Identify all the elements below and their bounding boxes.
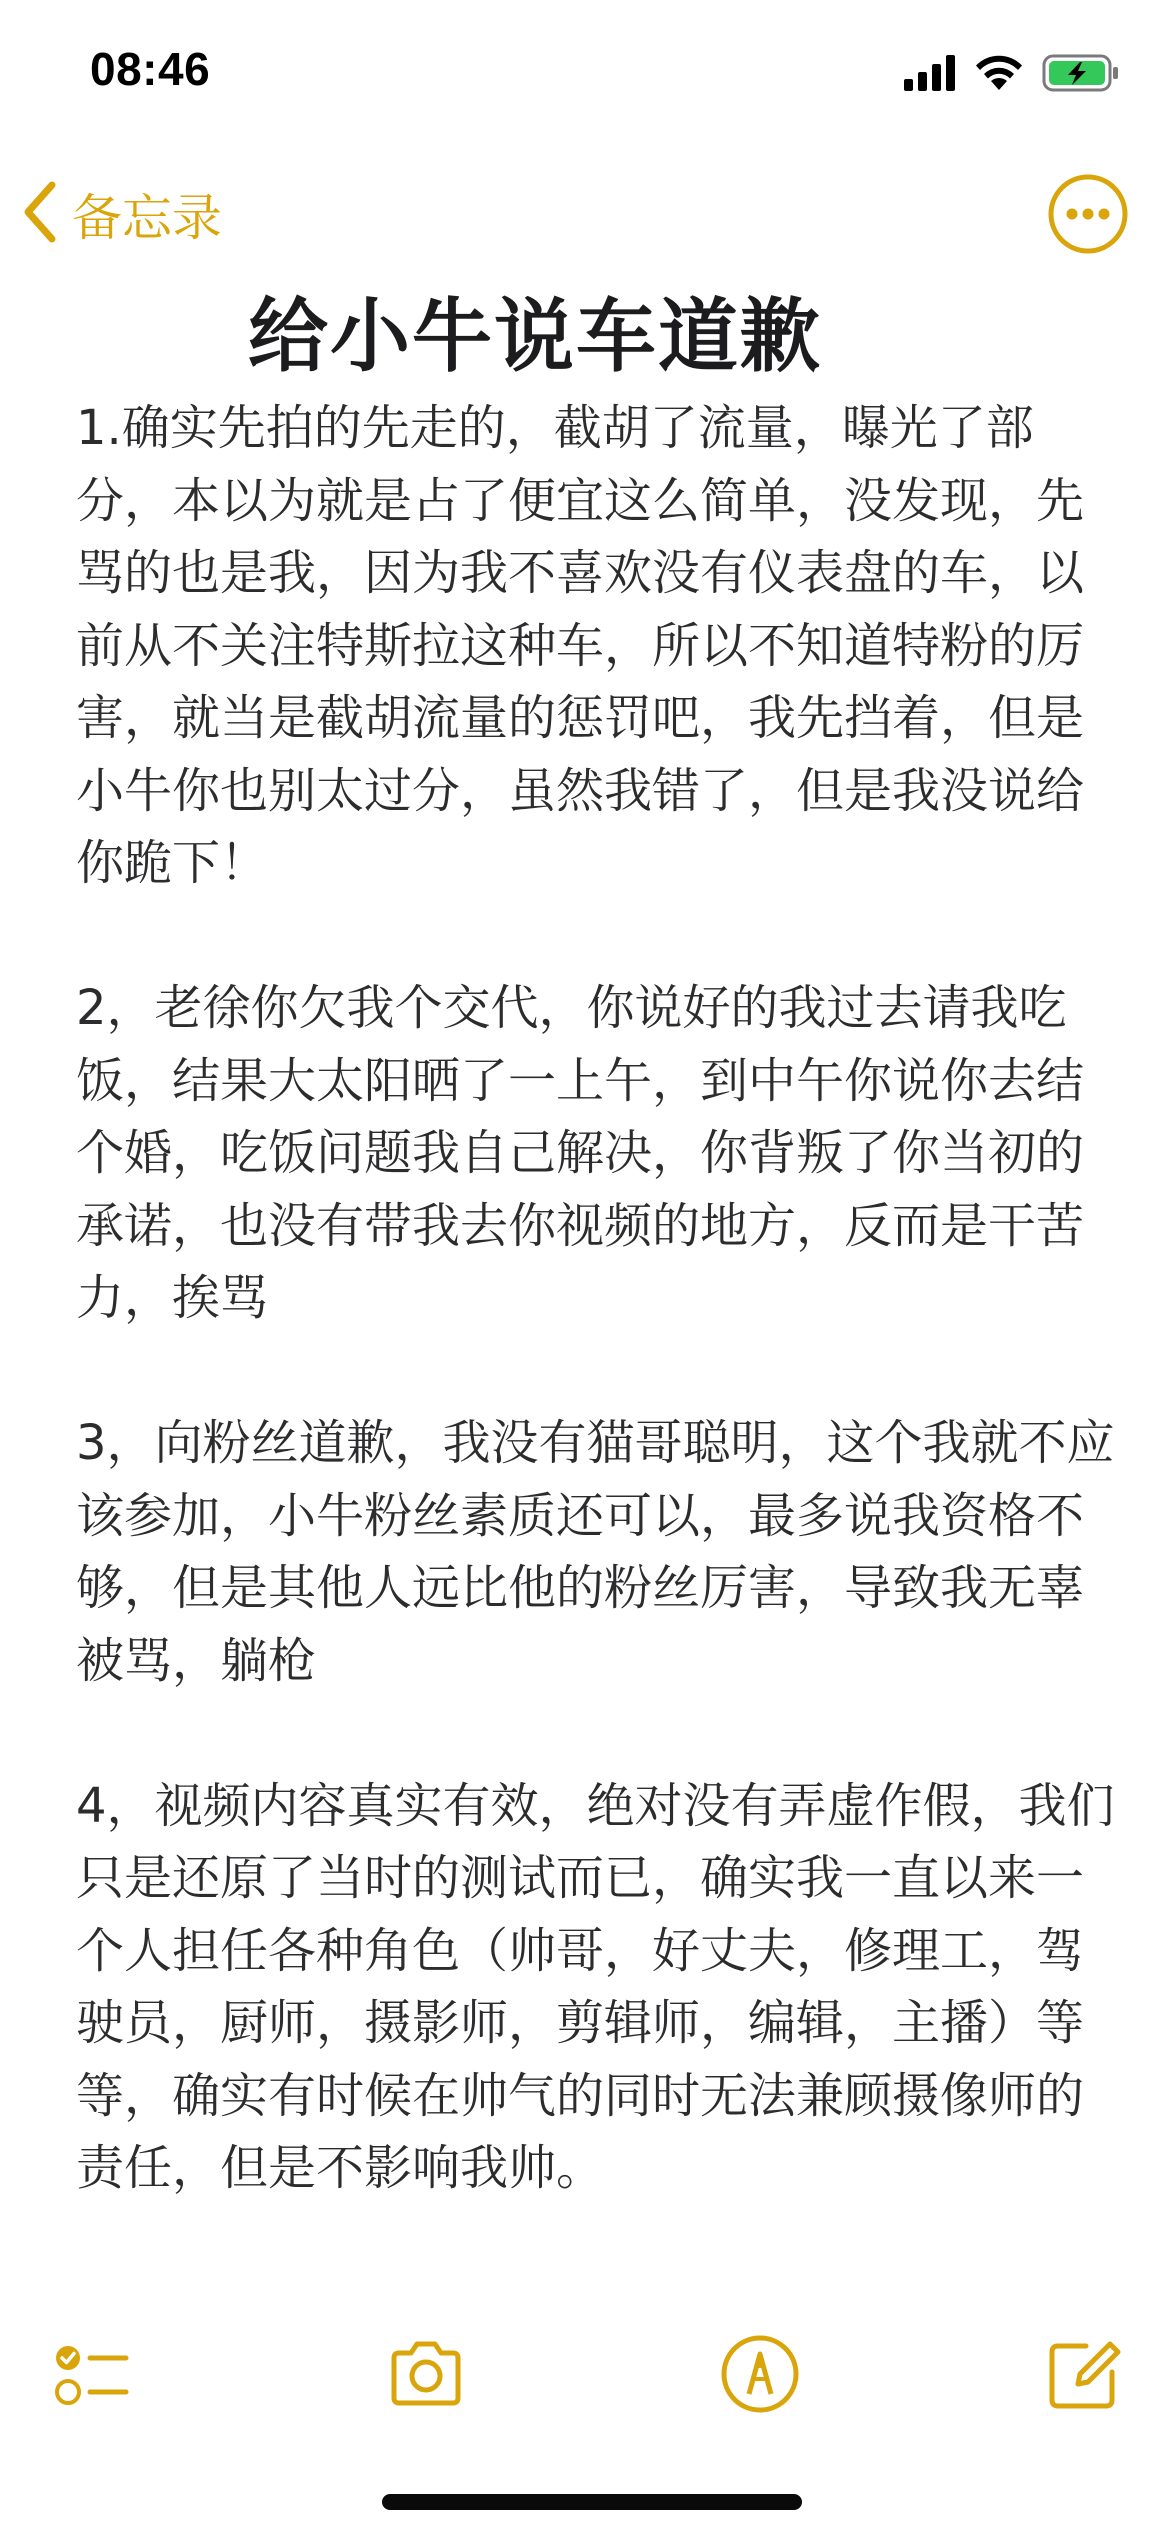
checklist-button[interactable] bbox=[50, 2332, 134, 2416]
back-label: 备忘录 bbox=[72, 189, 222, 247]
bottom-toolbar bbox=[0, 2320, 1170, 2430]
nav-bar bbox=[0, 160, 1170, 270]
compose-button[interactable] bbox=[1042, 2332, 1126, 2416]
camera-icon bbox=[384, 2401, 468, 2420]
camera-button[interactable] bbox=[384, 2332, 468, 2416]
wifi-icon bbox=[974, 54, 1024, 96]
checklist-icon bbox=[50, 2401, 134, 2420]
home-indicator[interactable] bbox=[382, 2494, 802, 2510]
note-paragraph-3: 3，向粉丝道歉，我没有猫哥聪明，这个我就不应该参加，小牛粉丝素质还可以，最多说我资格不够，但是其他人远比他的粉丝厉害，导致我无辜被骂，躺枪 bbox=[76, 1415, 1115, 1689]
status-time: 08:46 bbox=[90, 43, 211, 95]
battery-charging-icon bbox=[1042, 53, 1120, 97]
ellipsis-circle-icon bbox=[1046, 241, 1130, 260]
pen-markup-icon bbox=[718, 2401, 802, 2420]
cellular-signal-icon bbox=[904, 55, 956, 95]
note-paragraph-1: 1.确实先拍的先走的，截胡了流量，曝光了部分，本以为就是占了便宜这么简单，没发现，先骂的也是我，因为我不喜欢没有仪表盘的车，以前从不关注特斯拉这种车，所以不知道特粉的厉害，就当是截胡流量的惩罚吧，我先挡着，但是小牛你也别太过分，虽然我错了，但是我没说给你跪下！ bbox=[76, 400, 1085, 891]
markup-button[interactable] bbox=[718, 2332, 802, 2416]
note-body[interactable] bbox=[76, 392, 1116, 2277]
note-paragraph-2: 2，老徐你欠我个交代，你说好的我过去请我吃饭，结果大太阳晒了一上午，到中午你说你去结个婚，吃饭问题我自己解决，你背叛了你当初的承诺，也没有带我去你视频的地方，反而是干苦力，挨骂 bbox=[76, 980, 1085, 1326]
compose-icon bbox=[1042, 2401, 1126, 2420]
status-icons bbox=[904, 50, 1120, 100]
back-button[interactable] bbox=[22, 174, 222, 254]
note-paragraph-4: 4，视频内容真实有效，绝对没有弄虚作假，我们只是还原了当时的测试而已，确实我一直以来一个人担任各种角色（帅哥，好丈夫，修理工，驾驶员，厨师，摄影师，剪辑师，编辑，主播）等等，确实有时候在帅气的同时无法兼顾摄像师的责任，但是不影响我帅。 bbox=[76, 1777, 1115, 2196]
chevron-left-icon bbox=[22, 181, 58, 247]
note-title[interactable]: 给小牛说车道歉 bbox=[248, 290, 822, 383]
status-bar bbox=[0, 0, 1170, 150]
more-button[interactable] bbox=[1046, 172, 1130, 256]
